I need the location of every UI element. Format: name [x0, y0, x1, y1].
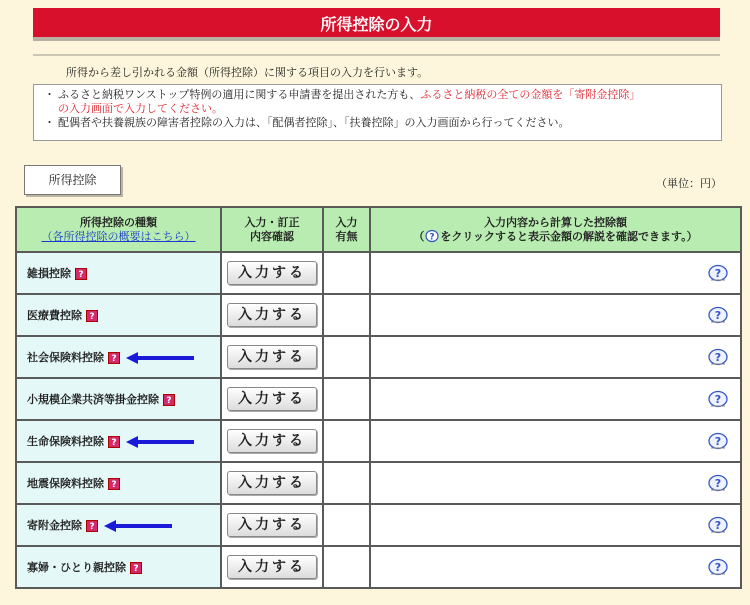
input-button-cell — [221, 420, 323, 462]
deduction-type-cell — [16, 546, 221, 588]
question-icon[interactable] — [704, 305, 732, 325]
question-icon[interactable] — [704, 347, 732, 367]
enter-button[interactable]: 入力する — [227, 345, 317, 369]
question-icon[interactable] — [704, 389, 732, 409]
help-icon[interactable]: ? — [108, 352, 120, 364]
deduction-label: 寄附金控除 — [27, 519, 82, 532]
bullet: ・ — [44, 116, 55, 129]
svg-text:?: ? — [714, 435, 722, 448]
tab-income-deduction[interactable]: 所得控除 — [24, 165, 121, 195]
amount-cell — [370, 462, 741, 504]
svg-text:?: ? — [714, 519, 722, 532]
table-row — [16, 336, 741, 378]
deduction-label: 雑損控除 — [27, 267, 71, 280]
enter-button[interactable]: 入力する — [227, 261, 317, 285]
enter-button[interactable]: 入力する — [227, 471, 317, 495]
page-title: 所得控除の入力 — [33, 8, 720, 41]
input-status-cell — [323, 252, 370, 294]
input-status-cell — [323, 462, 370, 504]
amount-cell — [370, 504, 741, 546]
input-status-cell — [323, 504, 370, 546]
bullet: ・ — [44, 88, 55, 101]
notice-highlight: ふるさと納税の全ての金額を「寄附金控除」 — [420, 88, 641, 101]
svg-text:?: ? — [714, 477, 722, 490]
svg-text:?: ? — [714, 351, 722, 364]
deduction-label: 医療費控除 — [27, 309, 82, 322]
deduction-label: 地震保険料控除 — [27, 477, 104, 490]
divider — [33, 54, 720, 56]
amount-cell — [370, 546, 741, 588]
page-description: 所得から差し引かれる金額（所得控除）に関する項目の入力を行います。 — [66, 66, 429, 79]
question-icon[interactable] — [704, 473, 732, 493]
deduction-table — [15, 206, 742, 589]
deduction-type-cell — [16, 294, 221, 336]
svg-text:?: ? — [429, 232, 436, 243]
input-button-cell — [221, 252, 323, 294]
table-row — [16, 546, 741, 588]
enter-button[interactable]: 入力する — [227, 555, 317, 579]
svg-text:?: ? — [714, 393, 722, 406]
table-row — [16, 504, 741, 546]
input-button-cell — [221, 336, 323, 378]
enter-button[interactable]: 入力する — [227, 513, 317, 537]
deduction-type-cell — [16, 378, 221, 420]
input-status-cell — [323, 336, 370, 378]
svg-text:?: ? — [714, 309, 722, 322]
help-icon[interactable]: ? — [108, 478, 120, 490]
table-header-row — [16, 207, 741, 252]
column-header-type: 所得控除の種類 （各所得控除の概要はこちら） — [16, 207, 221, 252]
help-icon[interactable]: ? — [108, 436, 120, 448]
notice-box — [33, 84, 722, 141]
enter-button[interactable]: 入力する — [227, 387, 317, 411]
deduction-type-cell — [16, 336, 221, 378]
column-header-has-input: 入力 有無 — [323, 207, 370, 252]
input-status-cell — [323, 420, 370, 462]
amount-cell — [370, 252, 741, 294]
amount-cell — [370, 378, 741, 420]
question-icon[interactable] — [704, 431, 732, 451]
table-row — [16, 462, 741, 504]
deduction-type-cell — [16, 420, 221, 462]
amount-cell — [370, 336, 741, 378]
help-icon[interactable]: ? — [86, 310, 98, 322]
column-header-amount: 入力内容から計算した控除額 （ ? をクリックすると表示金額の解説を確認できます。） — [370, 207, 741, 252]
unit-label: （単位：円） — [656, 177, 722, 190]
deduction-type-cell — [16, 462, 221, 504]
input-button-cell — [221, 294, 323, 336]
input-button-cell — [221, 546, 323, 588]
svg-text:?: ? — [714, 561, 722, 574]
deduction-type-cell — [16, 252, 221, 294]
table-row — [16, 252, 741, 294]
amount-cell — [370, 294, 741, 336]
notice-text: 配偶者や扶養親族の障害者控除の入力は、「配偶者控除」、「扶養控除」の入力画面から行ってください。 — [58, 116, 570, 129]
question-icon[interactable] — [704, 263, 732, 283]
deduction-label: 小規模企業共済等掛金控除 — [27, 393, 159, 406]
svg-text:?: ? — [714, 267, 722, 280]
deduction-type-cell — [16, 504, 221, 546]
input-button-cell — [221, 462, 323, 504]
column-header-input: 入力・訂正 内容確認 — [221, 207, 323, 252]
enter-button[interactable]: 入力する — [227, 429, 317, 453]
table-row — [16, 378, 741, 420]
enter-button[interactable]: 入力する — [227, 303, 317, 327]
input-button-cell — [221, 378, 323, 420]
table-row — [16, 420, 741, 462]
notice-text: ふるさと納税ワンストップ特例の適用に関する申請書を提出された方も、 — [58, 88, 421, 101]
input-status-cell — [323, 378, 370, 420]
amount-cell — [370, 420, 741, 462]
help-icon[interactable]: ? — [163, 394, 175, 406]
notice-highlight: の入力画面で入力してください。 — [58, 102, 223, 115]
input-status-cell — [323, 294, 370, 336]
question-icon — [424, 230, 440, 243]
input-status-cell — [323, 546, 370, 588]
deduction-label: 寡婦・ひとり親控除 — [27, 561, 126, 574]
left-arrow-icon — [126, 352, 196, 364]
help-icon[interactable]: ? — [86, 520, 98, 532]
question-icon[interactable] — [704, 515, 732, 535]
help-icon[interactable]: ? — [75, 268, 87, 280]
help-icon[interactable]: ? — [130, 562, 142, 574]
deduction-label: 社会保険料控除 — [27, 351, 104, 364]
deduction-overview-link[interactable]: （各所得控除の概要はこちら） — [41, 229, 196, 243]
table-row — [16, 294, 741, 336]
left-arrow-icon — [104, 520, 174, 532]
question-icon[interactable] — [704, 557, 732, 577]
input-button-cell — [221, 504, 323, 546]
deduction-label: 生命保険料控除 — [27, 435, 104, 448]
left-arrow-icon — [126, 436, 196, 448]
